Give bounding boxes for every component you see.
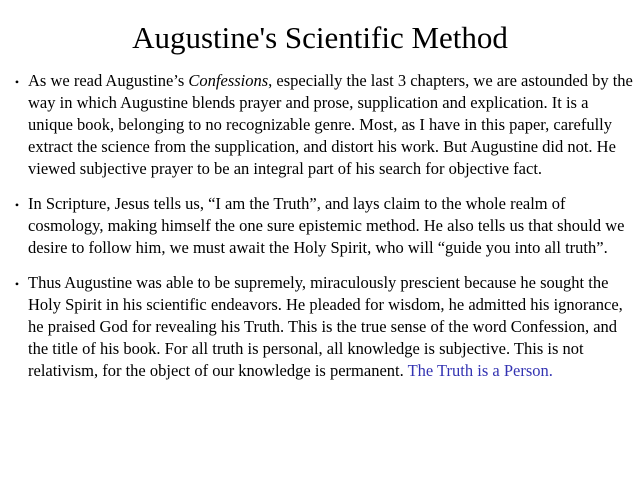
bullet-paragraph-3 bbox=[28, 272, 634, 382]
bullet-paragraph-2 bbox=[28, 193, 634, 259]
bullet-item-1 bbox=[6, 70, 634, 180]
bullet-list bbox=[0, 70, 640, 382]
book-title-italic: Confessions bbox=[188, 71, 269, 90]
paragraph-text: As we read Augustine’s bbox=[28, 71, 189, 90]
paragraph-text: In Scripture, Jesus tells us, “I am the Truth”, and lays claim to the whole realm of cosmology, making himself the one sure epistemic method. He also tells us that should we desire to follow him, we must await the Holy Spirit, who will “guide you into all truth”. bbox=[28, 194, 625, 257]
bullet-marker: • bbox=[14, 198, 20, 212]
paragraph-text: Thus Augustine was able to be supremely, miraculously prescient because he sought the Holy Spirit in his scientific endeavors. He pleaded for wisdom, he admitted his ignorance, he praised God for revealing his Truth. This is the true sense of the word Confession, and the title of his book. For all truth is personal, all knowledge is subjective. This is not relativism, for the object of our knowledge is permanent. bbox=[28, 273, 623, 380]
slide-title: Augustine's Scientific Method bbox=[132, 20, 508, 55]
paragraph-text: , especially the last 3 chapters, we are astounded by the way in which Augustine blends prayer and prose, supplication and explication. It is a unique book, belonging to no recognizable genre. Most, as I have in this paper, carefully extract the science from the supplication, and distort his work. But Augustine did not. He viewed subjective prayer to be an integral part of his search for objective fact. bbox=[28, 71, 633, 178]
bullet-paragraph-1 bbox=[28, 70, 634, 180]
bullet-item-2 bbox=[6, 193, 634, 259]
bullet-marker: • bbox=[14, 277, 20, 291]
bullet-item-3 bbox=[6, 272, 634, 382]
bullet-marker: • bbox=[14, 75, 20, 89]
truth-person-link[interactable]: The Truth is a Person. bbox=[407, 361, 553, 380]
